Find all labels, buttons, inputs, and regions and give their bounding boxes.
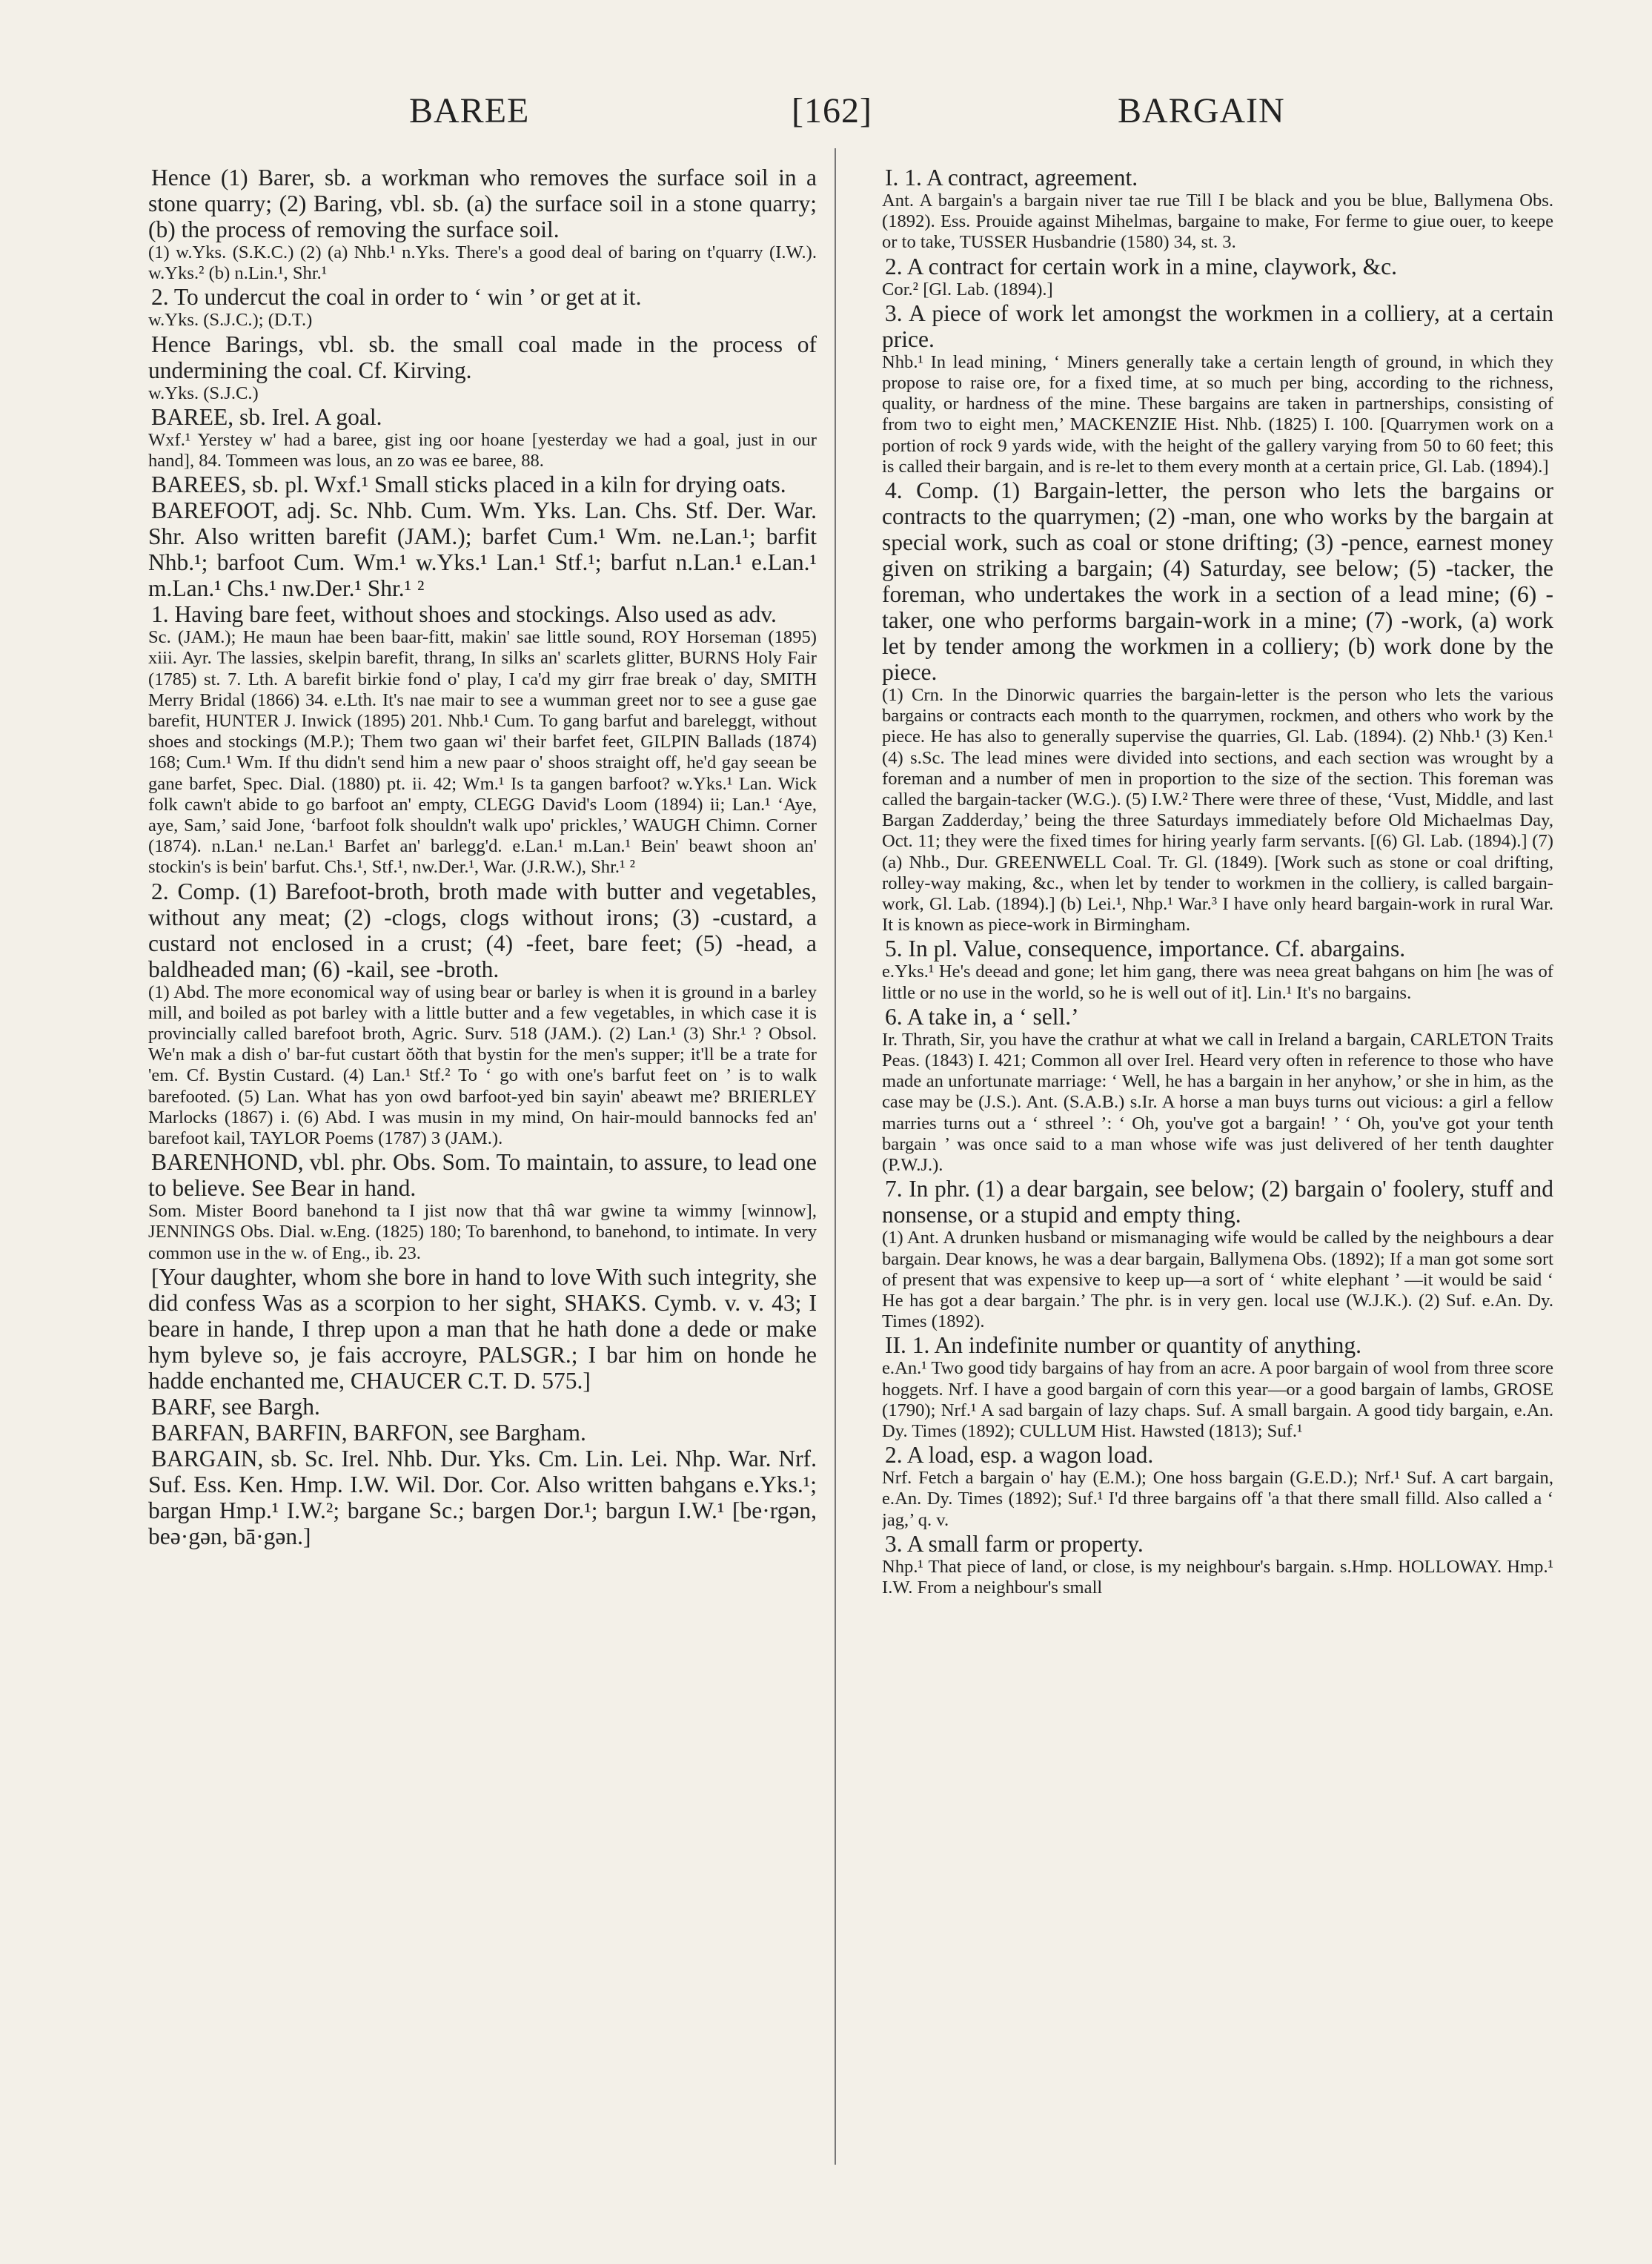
citation-text: Som. Mister Boord banehond ta I jist now that thâ war gwine ta wimmy [winnow], JENNINGS Obs. Dial. w.Eng. (1825) 180; To barenhond, to banehond, to intimate. In very common use in the w. of Eng., ib. 23. xyxy=(148,1201,817,1263)
entry-text: BAREES, sb. pl. Wxf.¹ Small sticks placed in a kiln for drying oats. xyxy=(151,471,786,498)
entry-text: BARFAN, BARFIN, BARFON, see Bargham. xyxy=(151,1419,586,1446)
page-number: [162] xyxy=(792,91,872,130)
citation-text: e.Yks.¹ He's deead and gone; let him gang, there was neea great bahgans on him [he was of little or no use in the world, so he is well out of it]. Lin.¹ It's no bargains. xyxy=(882,961,1553,1003)
citation-text: w.Yks. (S.J.C.) xyxy=(148,383,259,403)
citation-text: Sc. (JAM.); He maun hae been baar-fitt, makin' sae little sound, ROY Horseman (1895) xiii. Ayr. The lassies, skelpin barefit, thrang, In silks an' scarlets glitter, BURNS Holy Fair (1785) st. 7. Lth. A barefit birkie fond o' play, I ca'd my girr frae break o' day, SMITH Merry Bridal (1866) 34. e.Lth. It's nae mair to see a wumman greet nor to see a guse gae barefit, HUNTER J. Inwick (1895) 201. Nhb.¹ Cum. To gang barfut and bareleggt, without shoes and stockings (M.P.); Them two gaan wi' their barfet feet, GILPIN Ballads (1874) 168; Cum.¹ Wm. If thu didn't send him a new paar o' shoos straight off, he'd gay seean be gane barfet, Spec. Dial. (1880) pt. ii. 42; Wm.¹ Is ta gangen barfoot? w.Yks.¹ Lan. Wick folk cawn't abide to go barfoot an' empty, CLEGG David's Loom (1894) ii; Lan.¹ ‘Aye, aye, Sam,’ said Jone, ‘barfoot folk shouldn't walk upo' prickles,’ WAUGH Chimn. Corner (1874). n.Lan.¹ ne.Lan.¹ Barfet an' barlegg'd. e.Lan.¹ m.Lan.¹ Bein' beawt shoon an' stockin's is bein' barfut. Chs.¹, Stf.¹, nw.Der.¹, War. (J.R.W.), Shr.¹ ² xyxy=(148,627,817,878)
entry-text: BAREE, sb. Irel. A goal. xyxy=(151,403,382,430)
entry-text: 7. In phr. (1) a dear bargain, see below; (2) bargain o' foolery, stuff and nonsense, or a stupid and empty thing. xyxy=(882,1176,1553,1228)
entry-text: Hence Barings, vbl. sb. the small coal made in the process of undermining the coal. Cf. Kirving. xyxy=(148,331,817,383)
entry-text: 3. A piece of work let amongst the workmen in a colliery, at a certain price. xyxy=(882,299,1553,352)
entry-text: 2. Comp. (1) Barefoot-broth, broth made with butter and vegetables, without any meat; (2) -clogs, clogs without irons; (3) -custard, a custard not enclosed in a crust; (4) -feet, bare feet; (5) -head, a baldheaded man; (6) -kail, see -broth. xyxy=(148,878,817,982)
entry-text: [Your daughter, whom she bore in hand to love With such integrity, she did confess Was as a scorpion to her sight, SHAKS. Cymb. v. v. 43; I beare in hande, I threp upon a man that he hath done a dede or make hym byleve so, je fais accroyre, PALSGR.; I bar him on honde he hadde enchanted me, CHAUCER C.T. D. 575.] xyxy=(148,1263,817,1394)
entry-text: BARENHOND, vbl. phr. Obs. Som. To maintain, to assure, to lead one to believe. See Bear in hand. xyxy=(148,1149,817,1202)
entry-text: 5. In pl. Value, consequence, importance. Cf. abargains. xyxy=(885,936,1406,962)
right-running-head: BARGAIN xyxy=(1118,91,1285,130)
left-column xyxy=(148,165,817,2159)
entry-text: 3. A small farm or property. xyxy=(885,1530,1144,1557)
entry-text: 2. A load, esp. a wagon load. xyxy=(885,1442,1154,1469)
citation-text: Ant. A bargain's a bargain niver tae rue Till I be black and you be blue, Ballymena Obs. (1892). Ess. Prouide against Mihelmas, bargaine to make, For ferme to giue ouer, to keepe or to take, TUSSER Husbandrie (1580) 34, st. 3. xyxy=(882,191,1553,253)
entry-text: 6. A take in, a ‘ sell.’ xyxy=(885,1003,1079,1030)
entry-text: 4. Comp. (1) Bargain-letter, the person who lets the bargains or contracts to the quarrymen; (2) -man, one who works by the bargain at special work, such as coal or stone drifting; (3) -pence, earnest money given on striking a bargain; (4) Saturday, see below; (5) -tacker, the foreman, who undertakes the work in a section of a lead mine; (6) -taker, one who performs bargain-work in a mine; (7) -work, (a) work let by tender among the workmen in a colliery; (b) work done by the piece. xyxy=(882,477,1553,686)
citation-text: w.Yks. (S.J.C.); (D.T.) xyxy=(148,310,313,331)
citation-text: Ir. Thrath, Sir, you have the crathur at what we call in Ireland a bargain, CARLETON Traits Peas. (1843) I. 421; Common all over Irel. Heard very often in reference to those who have made an unfortunate marriage: ‘ Well, he has a bargain in her anyhow,’ or she in him, as the case may be (J.S.). Ant. (S.A.B.) s.Ir. A horse a man buys turns out vicious: a girl a fellow marries turns out a ‘ sthreel ’: ‘ Oh, you've got a bargain! ’ ‘ Oh, you've got your tenth bargain ’ was once said to a man whose wife was just delivered of her tenth daughter (P.W.J.). xyxy=(882,1029,1553,1176)
citation-text: Wxf.¹ Yerstey w' had a baree, gist ing oor hoane [yesterday we had a goal, just in our hand], 84. Tommeen was lous, an zo was ee baree, 88. xyxy=(148,429,817,471)
citation-text: (1) Abd. The more economical way of using bear or barley is when it is ground in a barley mill, and boiled as pot barley with a little butter and a few vegetables, in which case it is provincially called barefoot broth, Agric. Surv. 518 (JAM.). (2) Lan.¹ (3) Shr.¹ ? Obsol. We'n mak a dish o' bar-fut custart ŏŏth that bystin for the men's supper; it'll be a trate for 'em. Cf. Bystin Custard. (4) Lan.¹ Stf.² To ‘ go with one's barfut feet on ’ is to walk barefooted. (5) Lan. What has yon owd barfoot-yed bin sayin' abeawt me? BRIERLEY Marlocks (1867) i. (6) Abd. I was musin in my mind, On hair-mould bannocks fed an' barefoot kail, TAYLOR Poems (1787) 3 (JAM.). xyxy=(148,982,817,1149)
citation-text: e.An.¹ Two good tidy bargains of hay from an acre. A poor bargain of wool from three score hoggets. Nrf. I have a good bargain of corn this year—or a good bargain of lambs, GROSE (1790); Nrf.¹ A sad bargain of lazy chaps. Suf. A small bargain. A good tidy bargain, e.An. Dy. Times (1892); CULLUM Hist. Hawsted (1813); Suf.¹ xyxy=(882,1358,1553,1441)
entry-text: BARF, see Bargh. xyxy=(151,1393,320,1420)
entry-text: Hence (1) Barer, sb. a workman who removes the surface soil in a stone quarry; (2) Baring, vbl. sb. (a) the surface soil in a stone quarry; (b) the process of removing the surface soil. xyxy=(148,165,817,242)
entry-text: 2. A contract for certain work in a mine, claywork, &c. xyxy=(885,253,1398,279)
citation-text: Nhp.¹ That piece of land, or close, is my neighbour's bargain. s.Hmp. HOLLOWAY. Hmp.¹ I.W. From a neighbour's small xyxy=(882,1556,1553,1598)
citation-text: Cor.² [Gl. Lab. (1894).] xyxy=(882,279,1053,299)
entry-text: I. 1. A contract, agreement. xyxy=(885,165,1138,191)
right-column xyxy=(882,165,1553,2159)
entry-text: 2. To undercut the coal in order to ‘ win ’ or get at it. xyxy=(151,284,642,311)
column-divider xyxy=(835,148,836,2165)
citation-text: Nhb.¹ In lead mining, ‘ Miners generally take a certain length of ground, in which they propose to raise ore, for a fixed time, at so much per bing, according to the richness, quality, or hardness of the mine. These bargains are taken in partnerships, consisting of from two to eight men,’ MACKENZIE Hist. Nhb. (1825) I. 100. [Quarrymen work on a portion of rock 9 yards wide, with the height of the gallery varying from 50 to 60 feet; this is called their bargain, and is re-let to them every month at a certain price, Gl. Lab. (1894).] xyxy=(882,351,1553,477)
citation-text: Nrf. Fetch a bargain o' hay (E.M.); One hoss bargain (G.E.D.); Nrf.¹ Suf. A cart bargain, e.An. Dy. Times (1892); Suf.¹ I'd three bargains off 'a that there small filld. Also called a ‘ jag,’ q. v. xyxy=(882,1468,1553,1530)
citation-text: (1) Crn. In the Dinorwic quarries the bargain-letter is the person who lets the various bargains or contracts each month to the quarrymen, rockmen, and others who work by the piece. He has also to generally supervise the quarries, Gl. Lab. (1894). (2) Nhb.¹ (3) Ken.¹ (4) s.Sc. The lead mines were divided into sections, and each section was wrought by a foreman and a number of men in proportion to the size of the section. This foreman was called the bargain-tacker (W.G.). (5) I.W.² There were three of these, ‘Vust, Middle, and last Bargan Zadderday,’ being the three Saturdays immediately before Old Michaelmas Day, Oct. 11; they were the fixed times for hiring yearly farm servants. [(6) Gl. Lab. (1894).] (7) (a) Nhb., Dur. GREENWELL Coal. Tr. Gl. (1849). [Work such as stone or coal drifting, rolley-way making, &c., when let by tender to workmen in the colliery, is called bargain-work, Gl. Lab. (1894).] (b) Lei.¹, Nhp.¹ War.³ I have only heard bargain-work in rural War. It is known as piece-work in Birmingham. xyxy=(882,685,1553,936)
entry-text: II. 1. An indefinite number or quantity of anything. xyxy=(885,1332,1361,1359)
left-running-head: BAREE xyxy=(409,91,530,130)
citation-text: (1) Ant. A drunken husband or mismanaging wife would be called by the neighbours a dear bargain. Dear knows, he was a dear bargain, Ballymena Obs. (1892); If a man got some sort of present that was expensive to keep up—a sort of ‘ white elephant ’ —it would be said ‘ He has got a dear bargain.’ The phr. is in very gen. local use (W.J.K.). (2) Suf. e.An. Dy. Times (1892). xyxy=(882,1228,1553,1332)
entry-text: 1. Having bare feet, without shoes and stockings. Also used as adv. xyxy=(151,601,777,628)
citation-text: (1) w.Yks. (S.K.C.) (2) (a) Nhb.¹ n.Yks. There's a good deal of baring on t'quarry (I.W.). w.Yks.² (b) n.Lin.¹, Shr.¹ xyxy=(148,242,817,284)
entry-text: BAREFOOT, adj. Sc. Nhb. Cum. Wm. Yks. Lan. Chs. Stf. Der. War. Shr. Also written barefit (JAM.); barfet Cum.¹ Wm. ne.Lan.¹; barfit Nhb.¹; barfoot Cum. Wm.¹ w.Yks.¹ Lan.¹ Stf.¹; barfut n.Lan.¹ e.Lan.¹ m.Lan.¹ Chs.¹ nw.Der.¹ Shr.¹ ² xyxy=(148,497,817,602)
entry-text: BARGAIN, sb. Sc. Irel. Nhb. Dur. Yks. Cm. Lin. Lei. Nhp. War. Nrf. Suf. Ess. Ken. Hmp. I.W. Wil. Dor. Cor. Also written bahgans e.Yks.¹; bargan Hmp.¹ I.W.²; bargane Sc.; bargen Dor.¹; bargun I.W.¹ [be·rgən, beə·gən, bā·gən.] xyxy=(148,1445,817,1549)
